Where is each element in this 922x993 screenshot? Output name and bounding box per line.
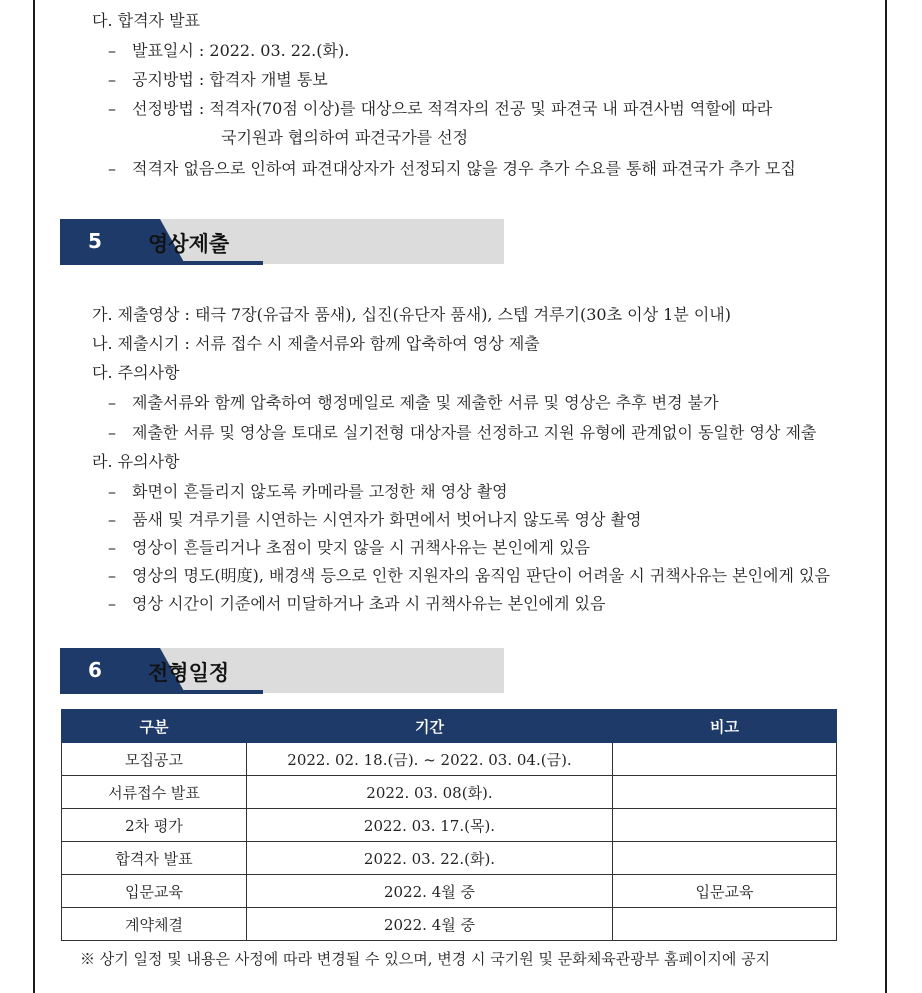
- schedule-table: [61, 709, 837, 941]
- cell-remarks: 입문교육: [613, 875, 837, 908]
- cell-category: 입문교육: [62, 875, 247, 908]
- dash-glyph: –: [108, 423, 116, 442]
- video-content-item: 가. 제출영상 : 태극 7장(유급자 품새), 십진(유단자 품새), 스텝 겨루기(30초 이상 1분 이내): [92, 305, 731, 324]
- dash-glyph: –: [108, 594, 116, 613]
- caution-heading: 다. 주의사항: [92, 363, 180, 382]
- table-row: [62, 743, 837, 776]
- dash-glyph: –: [108, 566, 116, 585]
- cell-period: 2022. 03. 22.(화).: [247, 842, 613, 875]
- section-5-header: [60, 219, 504, 266]
- dash-glyph: –: [108, 538, 116, 557]
- dash-glyph: –: [108, 159, 116, 178]
- table-row: [62, 842, 837, 875]
- cell-remarks: [613, 842, 837, 875]
- dash-glyph: –: [108, 70, 116, 89]
- cell-period: 2022. 4월 중: [247, 875, 613, 908]
- notice-item: – 영상이 흔들리거나 초점이 맞지 않을 시 귀책사유는 본인에게 있음: [108, 538, 591, 557]
- section-6-title: 전형일정: [148, 661, 230, 685]
- dash-glyph: –: [108, 393, 116, 412]
- video-timing-item: 나. 제출시기 : 서류 접수 시 제출서류와 함께 압축하여 영상 제출: [92, 334, 540, 353]
- cell-remarks: [613, 776, 837, 809]
- announcement-item-additional: – 적격자 없음으로 인하여 파견대상자가 선정되지 않을 경우 추가 수요를 통해 파견국가 추가 모집: [108, 159, 796, 178]
- notice-heading: 라. 유의사항: [92, 452, 180, 471]
- cell-category: 합격자 발표: [62, 842, 247, 875]
- cell-remarks: [613, 743, 837, 776]
- page-border-left: [33, 0, 35, 993]
- notice-item: – 화면이 흔들리지 않도록 카메라를 고정한 채 영상 촬영: [108, 482, 508, 501]
- cell-category: 2차 평가: [62, 809, 247, 842]
- announcement-item-method: – 공지방법 : 합격자 개별 통보: [108, 70, 328, 89]
- cell-period: 2022. 4월 중: [247, 908, 613, 941]
- caution-item: – 제출서류와 함께 압축하여 행정메일로 제출 및 제출한 서류 및 영상은 추후 변경 불가: [108, 393, 719, 412]
- column-header-category: 구분: [62, 710, 247, 743]
- announcement-item-selection: – 선정방법 : 적격자(70점 이상)를 대상으로 적격자의 전공 및 파견국 내 파견사범 역할에 따라: [108, 99, 773, 118]
- cell-category: 모집공고: [62, 743, 247, 776]
- schedule-note: ※ 상기 일정 및 내용은 사정에 따라 변경될 수 있으며, 변경 시 국기원 및 문화체육관광부 홈페이지에 공지: [80, 950, 771, 968]
- dash-glyph: –: [108, 482, 116, 501]
- column-header-period: 기간: [247, 710, 613, 743]
- table-row: [62, 776, 837, 809]
- announcement-heading: 다. 합격자 발표: [92, 11, 200, 30]
- section-5-title: 영상제출: [148, 232, 230, 256]
- notice-item: – 품새 및 겨루기를 시연하는 시연자가 화면에서 벗어나지 않도록 영상 촬영: [108, 510, 642, 529]
- notice-item: – 영상의 명도(明度), 배경색 등으로 인한 지원자의 움직임 판단이 어려울 시 귀책사유는 본인에게 있음: [108, 566, 830, 585]
- section-5-number: 5: [88, 229, 102, 253]
- dash-glyph: –: [108, 510, 116, 529]
- cell-remarks: [613, 809, 837, 842]
- cell-category: 서류접수 발표: [62, 776, 247, 809]
- page-border-right: [885, 0, 887, 993]
- announcement-item-date: – 발표일시 : 2022. 03. 22.(화).: [108, 41, 350, 60]
- table-header-row: [62, 710, 837, 743]
- column-header-remarks: 비고: [613, 710, 837, 743]
- table-row: [62, 875, 837, 908]
- table-row: [62, 809, 837, 842]
- cell-category: 계약체결: [62, 908, 247, 941]
- notice-item: – 영상 시간이 기준에서 미달하거나 초과 시 귀책사유는 본인에게 있음: [108, 594, 606, 613]
- dash-glyph: –: [108, 99, 116, 118]
- cell-period: 2022. 03. 17.(목).: [247, 809, 613, 842]
- table-row: [62, 908, 837, 941]
- section-6-number: 6: [88, 658, 102, 682]
- announcement-item-selection-continued: 국기원과 협의하여 파견국가를 선정: [221, 128, 469, 147]
- section-6-header: [60, 648, 504, 695]
- cell-period: 2022. 02. 18.(금). ~ 2022. 03. 04.(금).: [247, 743, 613, 776]
- dash-glyph: –: [108, 41, 116, 60]
- caution-item: – 제출한 서류 및 영상을 토대로 실기전형 대상자를 선정하고 지원 유형에 관계없이 동일한 영상 제출: [108, 423, 817, 442]
- cell-remarks: [613, 908, 837, 941]
- cell-period: 2022. 03. 08(화).: [247, 776, 613, 809]
